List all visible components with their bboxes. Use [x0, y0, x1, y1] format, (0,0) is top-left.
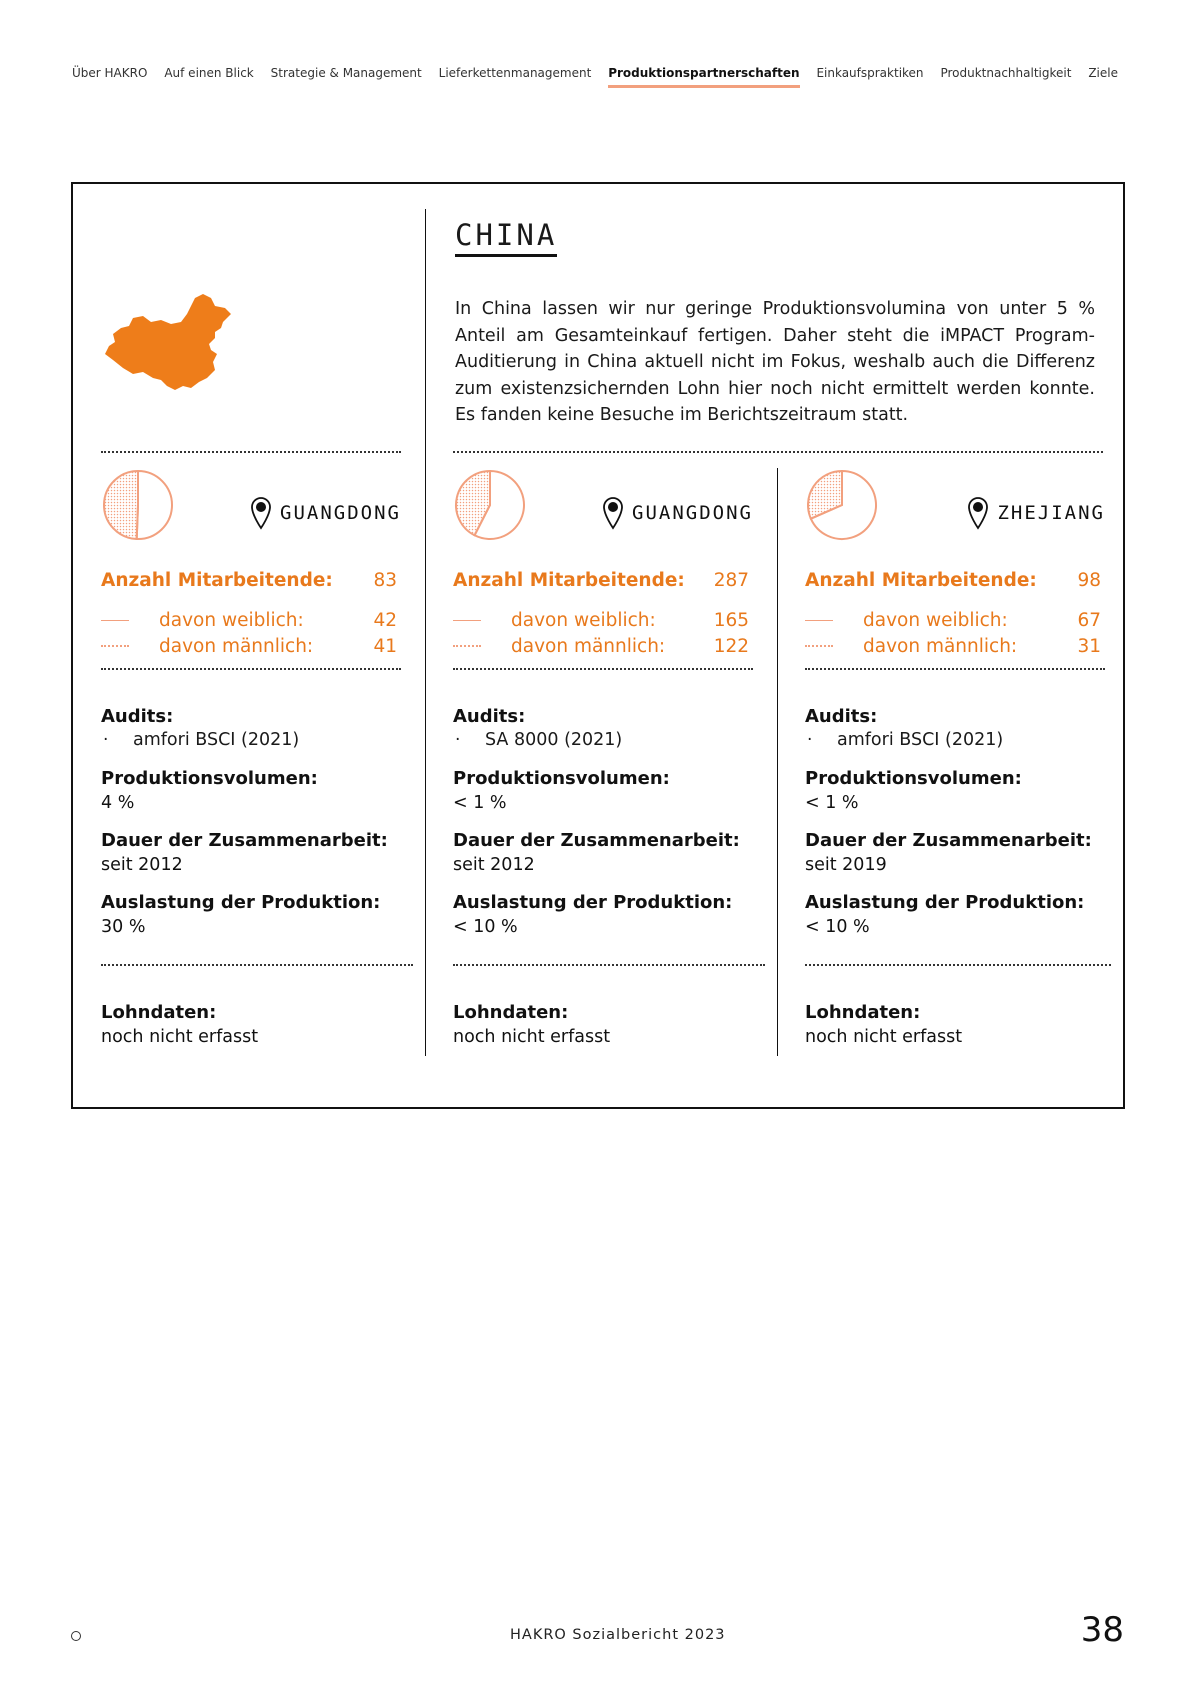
employee-count-label: Anzahl Mitarbeitende:	[101, 570, 333, 591]
wages-value: noch nicht erfasst	[453, 1027, 611, 1047]
legend-dotted-line	[453, 645, 481, 647]
region-name: GUANGDONG	[280, 502, 401, 524]
duration-value: seit 2019	[805, 855, 887, 875]
volume-value: < 1 %	[805, 793, 859, 813]
audits-label: Audits:	[453, 706, 526, 727]
nav-item-ueber-hakro[interactable]: Über HAKRO	[72, 66, 148, 80]
employee-count-value: 83	[373, 570, 397, 591]
nav-item-produktionspartnerschaften[interactable]: Produktionspartnerschaften	[608, 66, 799, 88]
employee-count-value: 98	[1077, 570, 1101, 591]
wages-value: noch nicht erfasst	[805, 1027, 963, 1047]
nav-item-einkaufspraktiken[interactable]: Einkaufspraktiken	[816, 66, 924, 80]
audit-item: amfori BSCI (2021)	[837, 730, 1004, 750]
pie-slice-female	[137, 471, 172, 539]
column-divider	[777, 468, 778, 1056]
wages-label: Lohndaten:	[101, 1002, 217, 1023]
male-count-value: 122	[713, 636, 749, 657]
section-title: CHINA	[455, 220, 557, 257]
male-count-value: 41	[373, 636, 397, 657]
dotted-separator	[101, 668, 401, 670]
nav-item-produktnachhaltigkeit[interactable]: Produktnachhaltigkeit	[940, 66, 1072, 80]
nav-item-ziele[interactable]: Ziele	[1088, 66, 1118, 80]
bullet-point: ·	[103, 730, 109, 750]
utilization-value: 30 %	[101, 917, 146, 937]
legend-solid-line	[805, 620, 833, 621]
male-count-label: davon männlich:	[863, 636, 1018, 657]
legend-solid-line	[453, 620, 481, 621]
employee-count-row	[101, 570, 397, 591]
female-count-label: davon weiblich:	[511, 610, 656, 631]
female-count-value: 42	[373, 610, 397, 631]
pie-slice-male	[456, 471, 490, 535]
bullet-point: ·	[455, 730, 461, 750]
region-name: GUANGDONG	[632, 502, 753, 524]
top-navigation	[72, 66, 1118, 96]
dotted-separator	[453, 964, 765, 966]
female-count-value: 165	[713, 610, 749, 631]
column-divider	[425, 209, 426, 1056]
employee-count-row	[805, 570, 1101, 591]
duration-label: Dauer der Zusammenarbeit:	[101, 830, 388, 851]
volume-label: Produktionsvolumen:	[101, 768, 318, 789]
female-count-row	[101, 610, 397, 631]
audit-item: amfori BSCI (2021)	[133, 730, 300, 750]
female-count-value: 67	[1077, 610, 1101, 631]
section-intro-text: In China lassen wir nur geringe Produktionsvolumina von unter 5 % Anteil am Gesamteinkauf fertigen. Daher steht die iMPACT Program-Auditierung in China aktuell nicht im Fokus, weshalb auch die Differenz zum existenzsichernden Lohn hier noch nicht ermittelt werden konnte. Es fanden keine Besuche im Berichtszeitraum statt.	[455, 299, 1095, 425]
male-count-row	[805, 636, 1101, 657]
male-count-label: davon männlich:	[511, 636, 666, 657]
region-name: ZHEJIANG	[997, 502, 1105, 524]
page-number: 38	[1080, 1610, 1124, 1650]
wages-label: Lohndaten:	[805, 1002, 921, 1023]
region-label	[602, 496, 753, 530]
duration-label: Dauer der Zusammenarbeit:	[453, 830, 740, 851]
nav-item-lieferkettenmanagement[interactable]: Lieferkettenmanagement	[438, 66, 592, 80]
female-count-label: davon weiblich:	[159, 610, 304, 631]
location-pin-icon	[602, 496, 624, 530]
male-count-row	[453, 636, 749, 657]
audits-label: Audits:	[805, 706, 878, 727]
legend-dotted-line	[805, 645, 833, 647]
gender-pie-chart	[101, 468, 175, 542]
gender-pie-chart	[453, 468, 527, 542]
audits-label: Audits:	[101, 706, 174, 727]
location-pin-icon	[250, 496, 272, 530]
employee-count-row	[453, 570, 749, 591]
region-label	[250, 496, 401, 530]
female-count-label: davon weiblich:	[863, 610, 1008, 631]
dotted-separator	[805, 964, 1111, 966]
footer-circle-icon	[71, 1631, 81, 1641]
china-supplier-box	[71, 182, 1125, 1109]
legend-solid-line	[101, 620, 129, 621]
duration-label: Dauer der Zusammenarbeit:	[805, 830, 1092, 851]
gender-pie-chart	[805, 468, 879, 542]
legend-dotted-line	[101, 645, 129, 647]
dotted-separator	[101, 964, 413, 966]
male-count-row	[101, 636, 397, 657]
footer-title: HAKRO Sozialbericht 2023	[510, 1627, 726, 1643]
nav-item-auf-einen-blick[interactable]: Auf einen Blick	[164, 66, 254, 80]
volume-label: Produktionsvolumen:	[453, 768, 670, 789]
employee-count-label: Anzahl Mitarbeitende:	[453, 570, 685, 591]
pie-slice-male	[104, 471, 138, 539]
dotted-separator	[805, 668, 1105, 670]
employee-count-label: Anzahl Mitarbeitende:	[805, 570, 1037, 591]
duration-value: seit 2012	[101, 855, 183, 875]
dotted-separator	[453, 668, 753, 670]
bullet-point: ·	[807, 730, 813, 750]
volume-label: Produktionsvolumen:	[805, 768, 1022, 789]
utilization-label: Auslastung der Produktion:	[805, 892, 1085, 913]
utilization-label: Auslastung der Produktion:	[453, 892, 733, 913]
china-map-icon	[103, 292, 233, 392]
volume-value: 4 %	[101, 793, 135, 813]
utilization-value: < 10 %	[453, 917, 518, 937]
volume-value: < 1 %	[453, 793, 507, 813]
duration-value: seit 2012	[453, 855, 535, 875]
utilization-label: Auslastung der Produktion:	[101, 892, 381, 913]
female-count-row	[805, 610, 1101, 631]
dotted-separator	[101, 451, 401, 453]
region-label	[967, 496, 1105, 530]
audit-item: SA 8000 (2021)	[485, 730, 623, 750]
wages-label: Lohndaten:	[453, 1002, 569, 1023]
male-count-label: davon männlich:	[159, 636, 314, 657]
location-pin-icon	[967, 496, 989, 530]
male-count-value: 31	[1077, 636, 1101, 657]
female-count-row	[453, 610, 749, 631]
employee-count-value: 287	[713, 570, 749, 591]
wages-value: noch nicht erfasst	[101, 1027, 259, 1047]
utilization-value: < 10 %	[805, 917, 870, 937]
nav-item-strategie-management[interactable]: Strategie & Management	[270, 66, 422, 80]
dotted-separator	[453, 451, 1103, 453]
